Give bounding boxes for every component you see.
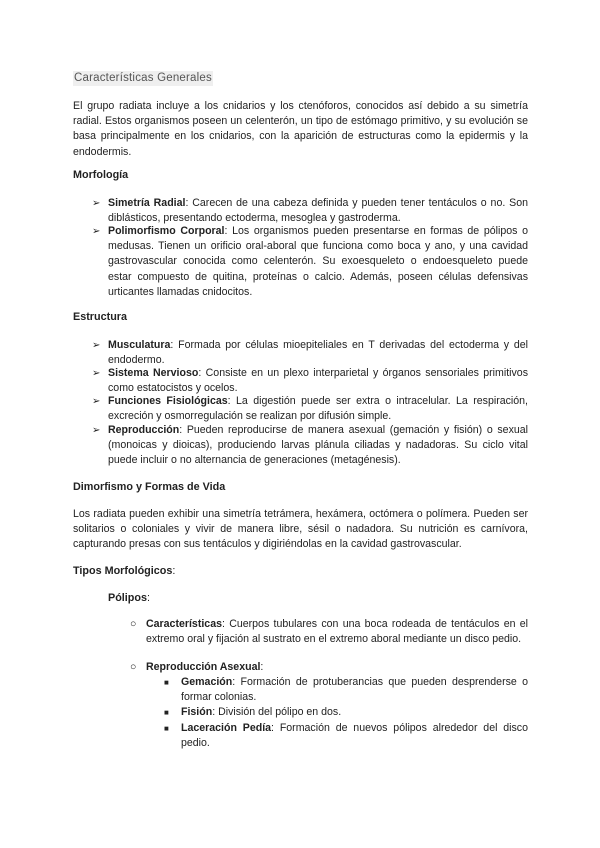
heading-morfologia: Morfología [73,169,129,181]
item-text: : Consiste en un plexo interparietal y órganos sensoriales primitivos como estatocistos y ocelos. [108,367,528,395]
list-item-simetria [92,196,528,226]
item-text: : Los organismos pueden presentarse en formas de pólipos o medusas. Tienen un orificio oral-aboral que funciona como boca y ano, y una cavidad gastrovascular conocida como celenterón. Su exoesqueleto o endoesqueleto puede estar compuesto de quitina, proteínas o calcio. Además, poseen células defensivas urticantes llamadas cnidocitos. [108,225,528,298]
arrow-bullet-icon: ➢ [92,368,101,379]
dimorfismo-paragraph: Los radiata pueden exhibir una simetría tetrámera, hexámera, octómera o polímera. Pueden ser solitarios o coloniales y vivir de manera libre, sésil o nadadora. Su nutrición es carnívora, capturando presas con sus tentáculos y digiriéndolas en la cavidad gastrovascular. [73,508,528,551]
list-item-sistema-nervioso [92,366,528,396]
item-label: Características [146,618,222,630]
item-text: : Pueden reproducirse de manera asexual (gemación y fisión) o sexual (monoicas y dioicas), produciendo larvas plánula ciliadas y nadadoras. Su ciclo vital puede incluir o no alternancia de generaciones (metagénesis). [108,424,528,467]
item-label: Musculatura [108,339,171,351]
arrow-bullet-icon: ➢ [92,340,101,351]
item-label: Polimorfismo Corporal [108,225,225,237]
page-title: Características Generales [73,71,213,86]
item-label: Reproducción [108,424,180,436]
item-text: : Cuerpos tubulares con una boca rodeada de tentáculos en el extremo oral y fijación al sustrato en el extremo aboral mediante un disco pedio. [146,618,528,646]
arrow-bullet-icon: ➢ [92,226,101,237]
heading-dimorfismo: Dimorfismo y Formas de Vida [73,481,226,493]
item-text: : Formación de nuevos pólipos alrededor del disco pedio. [181,722,528,750]
circle-bullet-icon: ○ [130,618,137,630]
square-bullet-icon: ■ [164,678,169,687]
item-text: : La digestión puede ser extra o intracelular. La respiración, excreción y osmorregulación se realizan por difusión simple. [108,395,528,423]
item-text: : Carecen de una cabeza definida y pueden tener tentáculos o no. Son diblásticos, presentando ectoderma, mesoglea y gastroderma. [108,197,528,225]
intro-paragraph: El grupo radiata incluye a los cnidarios y los ctenóforos, conocidos así debido a su simetría radial. Estos organismos poseen un celenterón, un tipo de estómago primitivo, y su evolución se basa principalmente en los cnidarios, con la aparición de estructuras como la epidermis y la endodermis. [73,100,528,158]
item-text: : Formada por células mioepiteliales en T derivadas del ectoderma y del endodermo. [108,339,528,367]
item-label: Sistema Nervioso [108,367,199,379]
heading-tipos: Tipos Morfológicos: [73,565,176,577]
list-item-reproduccion-asexual [130,660,528,675]
heading-estructura: Estructura [73,311,128,323]
item-label: Reproducción Asexual [146,661,261,673]
list-item-gemacion [164,675,528,705]
list-item-reproduccion [92,423,528,469]
list-item-funciones [92,394,528,424]
arrow-bullet-icon: ➢ [92,425,101,436]
square-bullet-icon: ■ [164,708,169,717]
arrow-bullet-icon: ➢ [92,396,101,407]
square-bullet-icon: ■ [164,724,169,733]
list-item-caracteristicas [130,617,528,647]
list-item-fision [164,705,528,720]
item-label: Funciones Fisiológicas [108,395,228,407]
item-label: Gemación [181,676,233,688]
item-label: Fisión [181,706,213,718]
item-text: : División del pólipo en dos. [212,706,342,718]
list-item-musculatura [92,338,528,368]
item-label: Simetría Radial [108,197,186,209]
arrow-bullet-icon: ➢ [92,198,101,209]
item-label: Laceración Pedía [181,722,272,734]
list-item-polimorfismo [92,224,528,300]
item-text: : [260,661,264,673]
heading-polipos: Pólipos: [108,592,150,604]
item-text: : Formación de protuberancias que pueden desprenderse o formar colonias. [181,676,528,704]
circle-bullet-icon: ○ [130,661,137,673]
list-item-laceracion [164,721,528,751]
